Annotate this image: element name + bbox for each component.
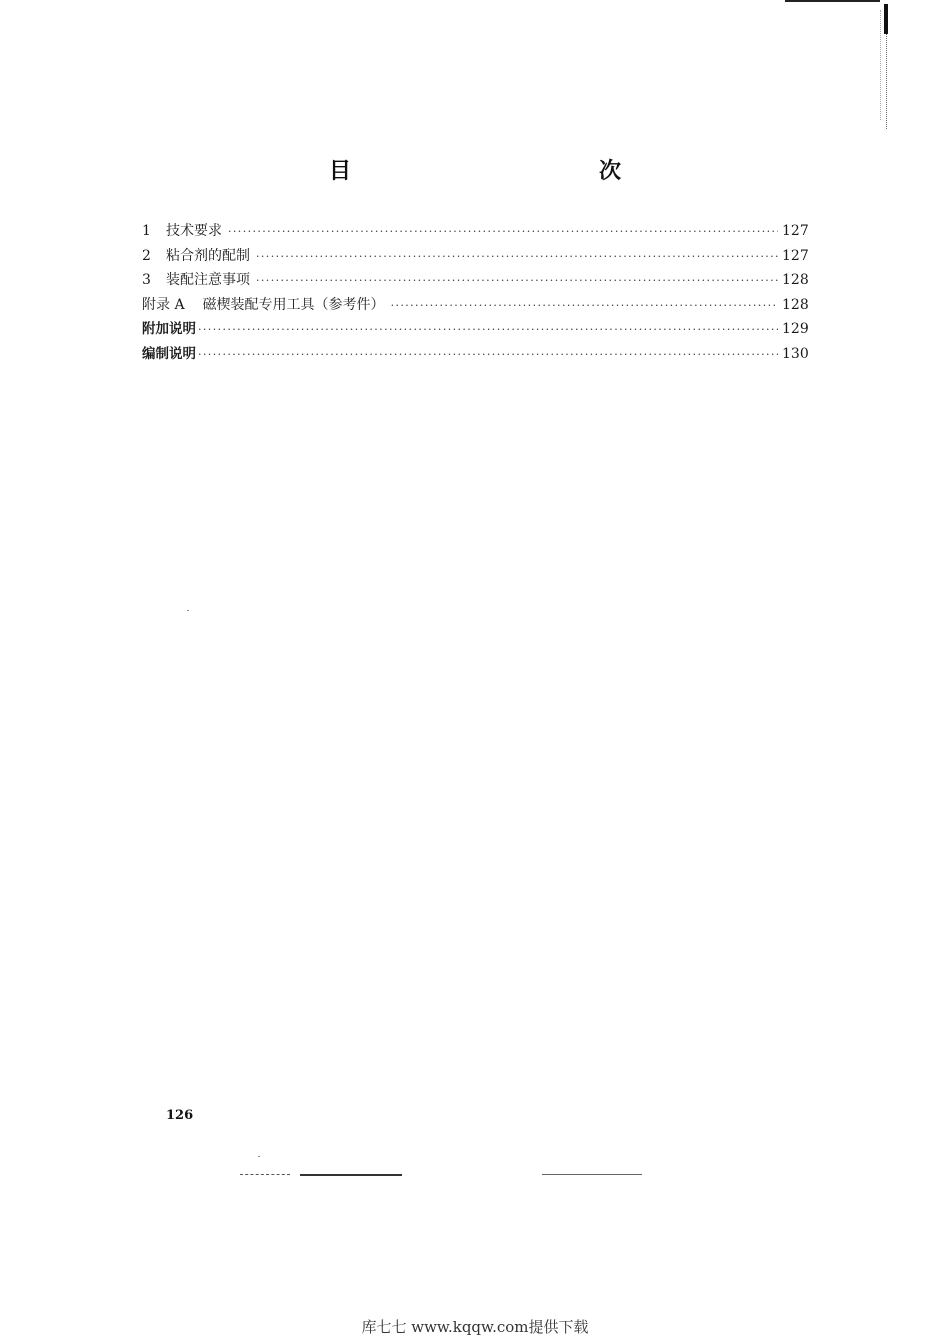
toc-title: 目 次 <box>328 159 689 184</box>
scan-speck <box>187 610 189 611</box>
toc-entry-label: 技术要求 <box>166 223 222 239</box>
scan-speck <box>258 1156 260 1157</box>
scan-binding-dash <box>886 34 888 129</box>
toc-entry[interactable] <box>142 244 808 269</box>
toc-leader-dots <box>198 318 778 343</box>
page-number: 126 <box>166 1108 194 1123</box>
toc-entry-appendix-prefix: 附录 A <box>142 296 185 313</box>
toc-entry-label: 磁楔装配专用工具（参考件） <box>202 296 385 313</box>
scan-bottom-rule <box>240 1174 290 1175</box>
toc-entry-page: 128 <box>782 272 809 289</box>
download-footer: 库七七 www.kqqw.com提供下载 <box>361 1318 589 1336</box>
toc-entry-number: 2 <box>142 247 151 264</box>
toc-leader-dots <box>256 269 778 294</box>
scan-bottom-rule <box>300 1174 402 1176</box>
toc-entry[interactable] <box>142 342 808 367</box>
scan-binding-dash <box>880 10 882 120</box>
toc-entry[interactable] <box>142 293 808 318</box>
toc-leader-dots <box>198 343 778 368</box>
toc-entry-label: 编制说明 <box>142 345 196 362</box>
toc-entry-page: 127 <box>782 247 809 264</box>
toc-entry-number: 3 <box>142 272 151 289</box>
toc-entry-label-gap <box>185 293 203 318</box>
toc-entry-page: 128 <box>782 296 809 313</box>
toc-entry[interactable] <box>142 219 808 244</box>
toc-leader-dots <box>228 220 778 245</box>
toc-entry-label: 附加说明 <box>142 321 196 338</box>
toc-entry-label: 粘合剂的配制 <box>166 247 250 264</box>
toc-entry[interactable] <box>142 268 808 293</box>
scan-bottom-rule <box>542 1174 642 1175</box>
toc-entry-page: 127 <box>782 223 809 239</box>
table-of-contents <box>142 219 808 367</box>
toc-leader-dots <box>256 245 778 270</box>
scan-edge-line <box>785 0 880 2</box>
toc-entry-page: 130 <box>782 345 809 362</box>
toc-entry[interactable] <box>142 317 808 342</box>
scan-binding-mark <box>884 4 888 34</box>
toc-entry-page: 129 <box>782 321 809 338</box>
toc-leader-dots <box>391 294 778 319</box>
toc-entry-number: 1 <box>142 223 151 239</box>
toc-entry-label: 装配注意事项 <box>166 272 250 289</box>
